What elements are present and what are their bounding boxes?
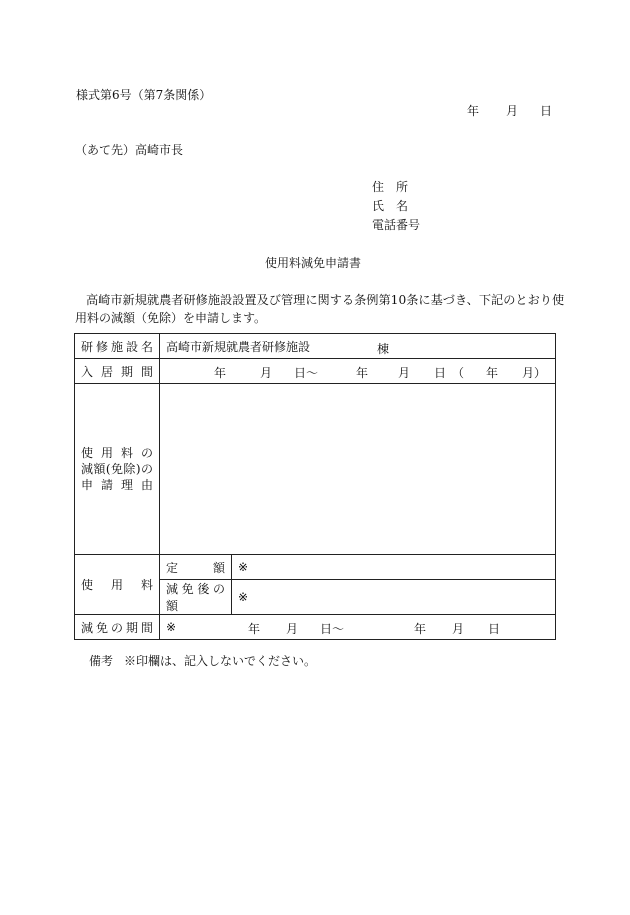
exempt-day-2: 日 (488, 622, 501, 636)
building-suffix: 棟 (377, 342, 390, 356)
exempt-year-2: 年 (414, 622, 427, 636)
period-value-cell[interactable] (160, 359, 556, 384)
after-value-mark: ※ (238, 590, 249, 604)
period-year-2: 年 (356, 366, 369, 380)
application-table (74, 333, 556, 640)
fee-label: 使用料 (81, 578, 153, 592)
period-row (75, 359, 556, 384)
address-label: 住 所 (372, 180, 409, 194)
fixed-label: 定額 (166, 560, 225, 575)
period-day-2: 日 (434, 366, 447, 380)
reason-label-cell (75, 384, 160, 555)
fixed-value-mark: ※ (238, 560, 249, 574)
reason-label-3: 申請理由 (81, 478, 153, 492)
exempt-row (75, 615, 556, 640)
reason-label-1: 使用料の (81, 446, 153, 460)
date-month: 月 (506, 104, 519, 118)
phone-label: 電話番号 (372, 218, 421, 232)
exempt-mark: ※ (166, 620, 177, 634)
fee-fixed-row (75, 555, 556, 580)
facility-row (75, 334, 556, 359)
exempt-year-1: 年 (248, 622, 261, 636)
period-day-1: 日〜 (294, 366, 319, 380)
after-label-cell (160, 580, 232, 615)
period-month-1: 月 (260, 366, 273, 380)
period-label-cell (75, 359, 160, 384)
facility-label: 研修施設名 (81, 339, 153, 354)
after-label: 減免後の額 (166, 582, 225, 613)
reason-label-2: 減額(免除)の (81, 462, 153, 476)
period-month-3: 月） (522, 366, 547, 380)
form-number: 様式第6号（第7条関係） (76, 88, 212, 102)
period-year-1: 年 (214, 366, 227, 380)
exempt-day-1: 日〜 (320, 622, 345, 636)
fixed-value-cell (232, 555, 556, 580)
body-line-2: 用料の減額（免除）を申請します。 (75, 311, 267, 325)
remarks-text: ※印欄は、記入しないでください。 (124, 654, 317, 668)
body-line-1: 高崎市新規就農者研修施設設置及び管理に関する条例第10条に基づき、下記のとおり使 (86, 293, 565, 307)
period-month-2: 月 (398, 366, 411, 380)
document-title: 使用料減免申請書 (265, 256, 362, 270)
exempt-label-cell (75, 615, 160, 640)
after-value-cell (232, 580, 556, 615)
addressee: （あて先）高崎市長 (75, 143, 184, 157)
facility-value-cell[interactable] (160, 334, 556, 359)
facility-label-cell (75, 334, 160, 359)
facility-value: 高崎市新規就農者研修施設 (166, 339, 311, 354)
reason-row (75, 384, 556, 555)
exempt-month-1: 月 (286, 622, 299, 636)
exempt-label: 減免の期間 (81, 620, 153, 635)
period-paren-open: （ (452, 366, 465, 380)
reason-input-cell[interactable] (160, 384, 556, 555)
period-label: 入居期間 (81, 364, 153, 379)
fee-label-cell (75, 555, 160, 615)
date-year: 年 (467, 104, 480, 118)
exempt-value-cell (160, 615, 556, 640)
remarks-label: 備考 (89, 654, 114, 668)
name-label: 氏 名 (372, 199, 409, 213)
period-year-3: 年 (486, 366, 499, 380)
date-day: 日 (540, 104, 553, 118)
exempt-month-2: 月 (452, 622, 465, 636)
fixed-label-cell (160, 555, 232, 580)
